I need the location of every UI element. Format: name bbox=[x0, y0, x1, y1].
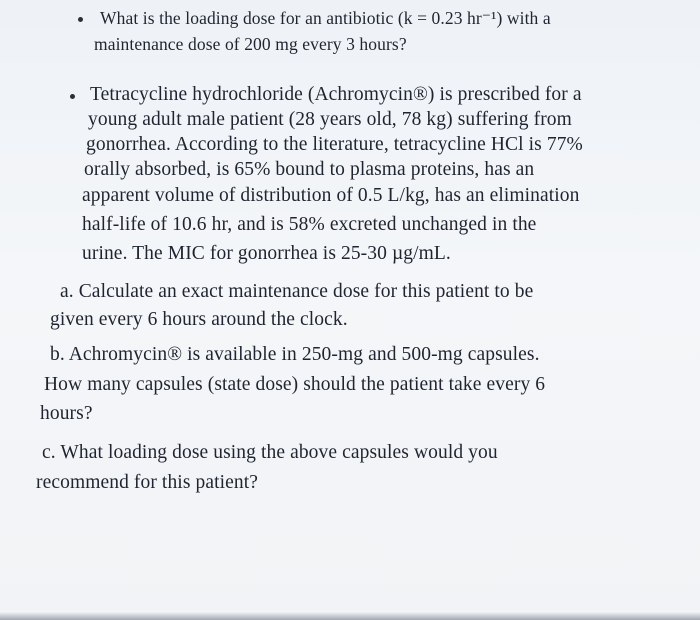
part-b-line-3: hours? bbox=[40, 403, 93, 424]
part-a-line-1: a. Calculate an exact maintenance dose for this patient to be bbox=[60, 281, 534, 302]
part-b-line-1: b. Achromycin® is available in 250-mg and 500-mg capsules. bbox=[50, 344, 540, 365]
question-2-line-5: apparent volume of distribution of 0.5 L/kg, has an elimination bbox=[82, 185, 580, 206]
question-2-line-3: gonorrhea. According to the literature, tetracycline HCl is 77% bbox=[86, 134, 583, 155]
page-bottom-edge bbox=[0, 612, 700, 620]
question-2-line-4: orally absorbed, is 65% bound to plasma proteins, has an bbox=[84, 159, 535, 180]
bullet-question-2 bbox=[70, 94, 75, 99]
question-2-line-6: half-life of 10.6 hr, and is 58% excreted unchanged in the bbox=[82, 214, 537, 235]
part-a-line-2: given every 6 hours around the clock. bbox=[50, 309, 348, 330]
question-1-line-1: What is the loading dose for an antibiotic (k = 0.23 hr⁻¹) with a bbox=[100, 8, 551, 28]
question-2-line-7: urine. The MIC for gonorrhea is 25-30 µg/mL. bbox=[82, 243, 451, 264]
part-c-line-2: recommend for this patient? bbox=[36, 472, 258, 493]
question-2-line-1: Tetracycline hydrochloride (Achromycin®) is prescribed for a bbox=[90, 84, 582, 105]
bullet-question-1 bbox=[78, 17, 83, 22]
part-b-line-2: How many capsules (state dose) should the patient take every 6 bbox=[44, 374, 546, 395]
question-1-line-2: maintenance dose of 200 mg every 3 hours? bbox=[94, 34, 407, 54]
part-c-line-1: c. What loading dose using the above capsules would you bbox=[42, 442, 498, 463]
question-2-line-2: young adult male patient (28 years old, 78 kg) suffering from bbox=[88, 109, 572, 130]
